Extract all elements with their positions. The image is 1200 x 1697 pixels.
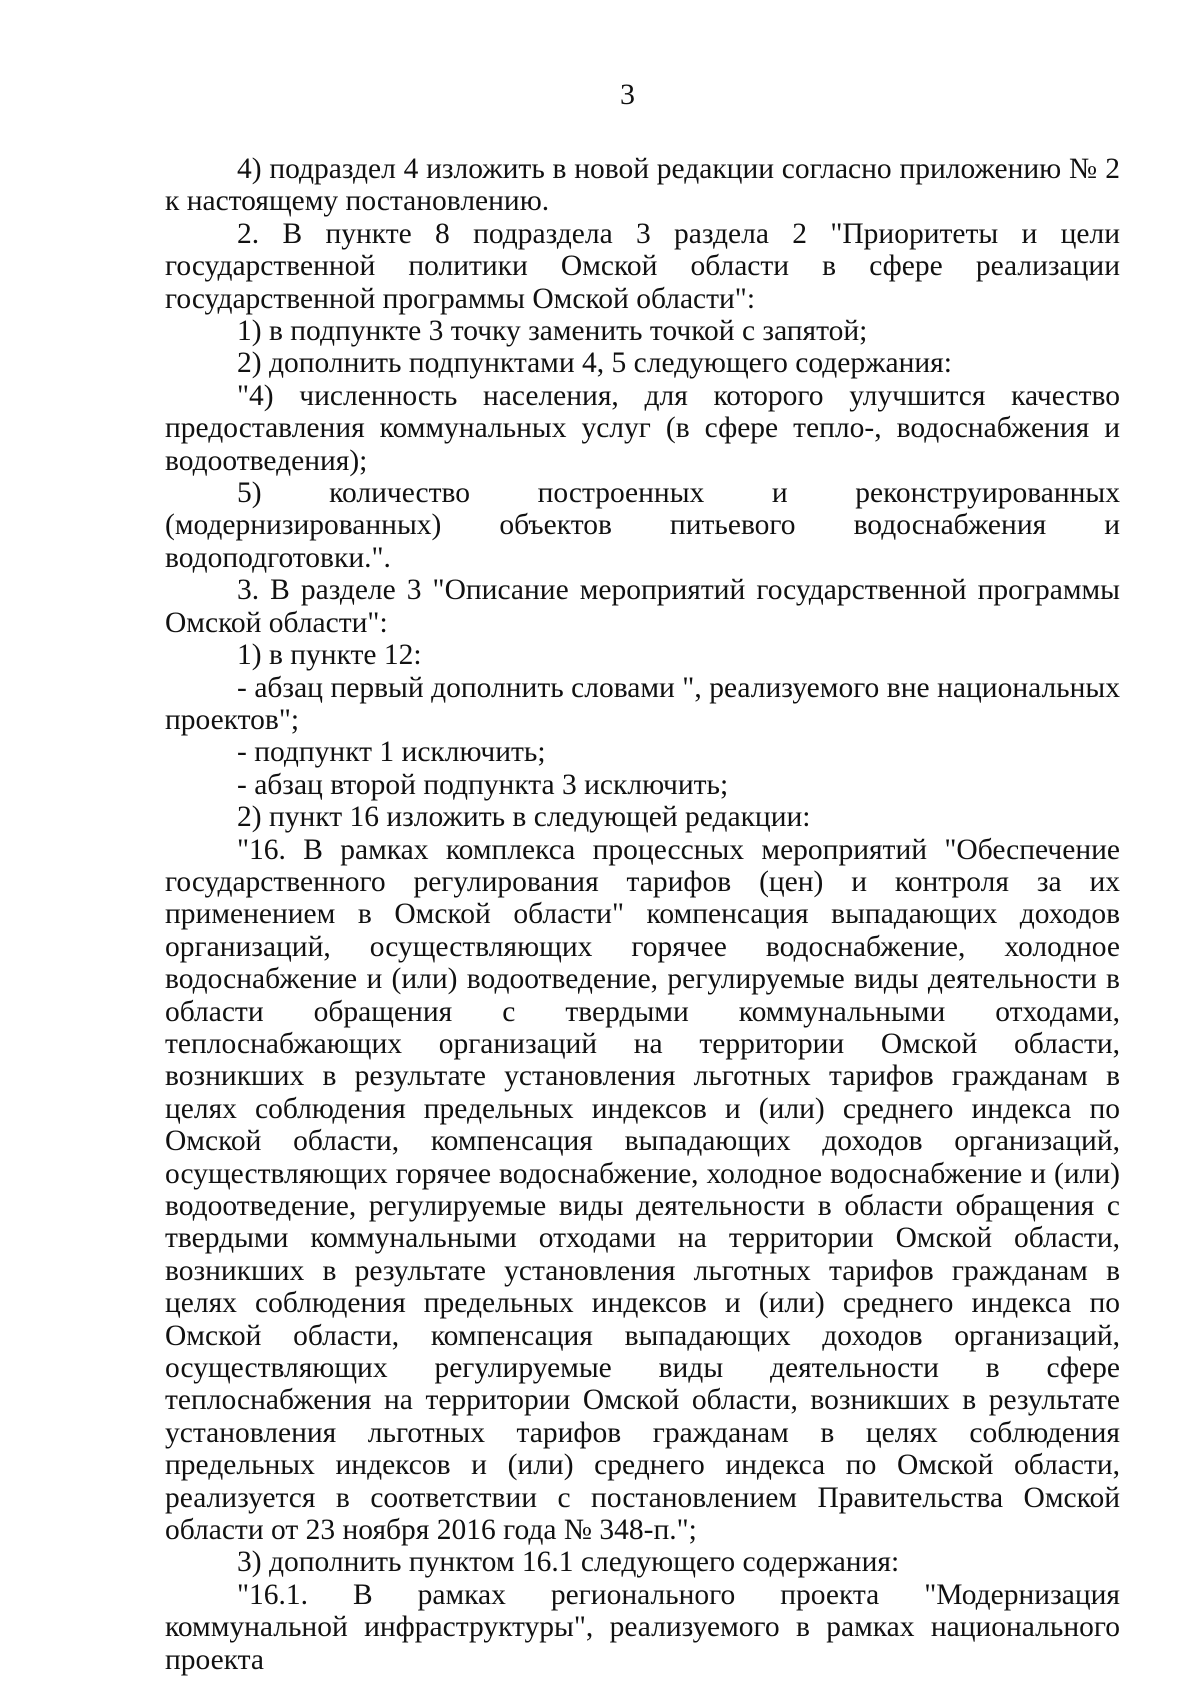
paragraph-point-16-1-text: "16.1. В рамках регионального проекта "Модернизация коммунальной инфраструктуры", реализуемого в рамках национального проекта — [165, 1578, 1120, 1676]
paragraph-quoted-4: "4) численность населения, для которого улучшится качество предоставления коммунальных услуг (в сфере тепло-, водоснабжения и водоотведения); — [165, 379, 1120, 477]
paragraph-dash-3: - абзац второй подпункта 3 исключить; — [237, 768, 729, 801]
paragraph-quoted-5: 5) количество построенных и реконструированных (модернизированных) объектов питьевого водоснабжения и водоподготовки.". — [165, 477, 1120, 574]
paragraph-item-3: 3. В разделе 3 "Описание мероприятий государственной программы Омской области": — [165, 574, 1120, 639]
paragraph-point-16: 2) пункт 16 изложить в следующей редакции: — [237, 801, 811, 834]
page-number: 3 — [620, 78, 635, 111]
paragraph-point-12: 1) в пункте 12: — [237, 639, 422, 672]
paragraph-dash-2: - подпункт 1 исключить; — [237, 736, 546, 769]
paragraph-point-16-1: 3) дополнить пунктом 16.1 следующего содержания: — [237, 1546, 900, 1579]
paragraph-item-2: 2. В пункте 8 подраздела 3 раздела 2 "Приоритеты и цели государственной политики Омской области в сфере реализации государственной программы Омской области": — [165, 217, 1120, 315]
paragraph-dash-1: - абзац первый дополнить словами ", реализуемого вне национальных проектов"; — [165, 671, 1120, 736]
paragraph-point-16-text: "16. В рамках комплекса процессных мероприятий "Обеспечение государственного регулирования тарифов (цен) и контроля за их применением в Омской области" компенсация выпадающих доходов организаций, осуществляющих горячее водоснабжение, холодное водоснабжение и (или) водоотведение, регулируемые виды деятельности в области обращения с твердыми коммунальными отходами, теплоснабжающих организаций на территории Омской области, возникших в результате установления льготных тарифов гражданам в целях соблюдения предельных индексов и (или) среднего индекса по Омской области, компенсация выпадающих доходов организаций, осуществляющих горячее водоснабжение, холодное водоснабжение и (или) водоотведение, регулируемые виды деятельности в области обращения с твердыми коммунальными отходами на территории Омской области, возникших в результате установления льготных тарифов гражданам в целях соблюдения предельных индексов и (или) среднего индекса по Омской области, компенсация выпадающих доходов организаций, осуществляющих регулируемые виды деятельности в сфере теплоснабжения на территории Омской области, возникших в результате установления льготных тарифов гражданам в целях соблюдения предельных индексов и (или) среднего индекса по Омской области, реализуется в соответствии с постановлением Правительства Омской области от 23 ноября 2016 года № 348-п."; — [165, 833, 1120, 1547]
paragraph-subsection-4: 4) подраздел 4 изложить в новой редакции согласно приложению № 2 к настоящему постановлению. — [165, 153, 1120, 218]
document-body — [165, 153, 1120, 1676]
paragraph-subitem-1: 1) в подпункте 3 точку заменить точкой с запятой; — [237, 315, 868, 348]
paragraph-subitem-2: 2) дополнить подпунктами 4, 5 следующего содержания: — [237, 347, 952, 380]
